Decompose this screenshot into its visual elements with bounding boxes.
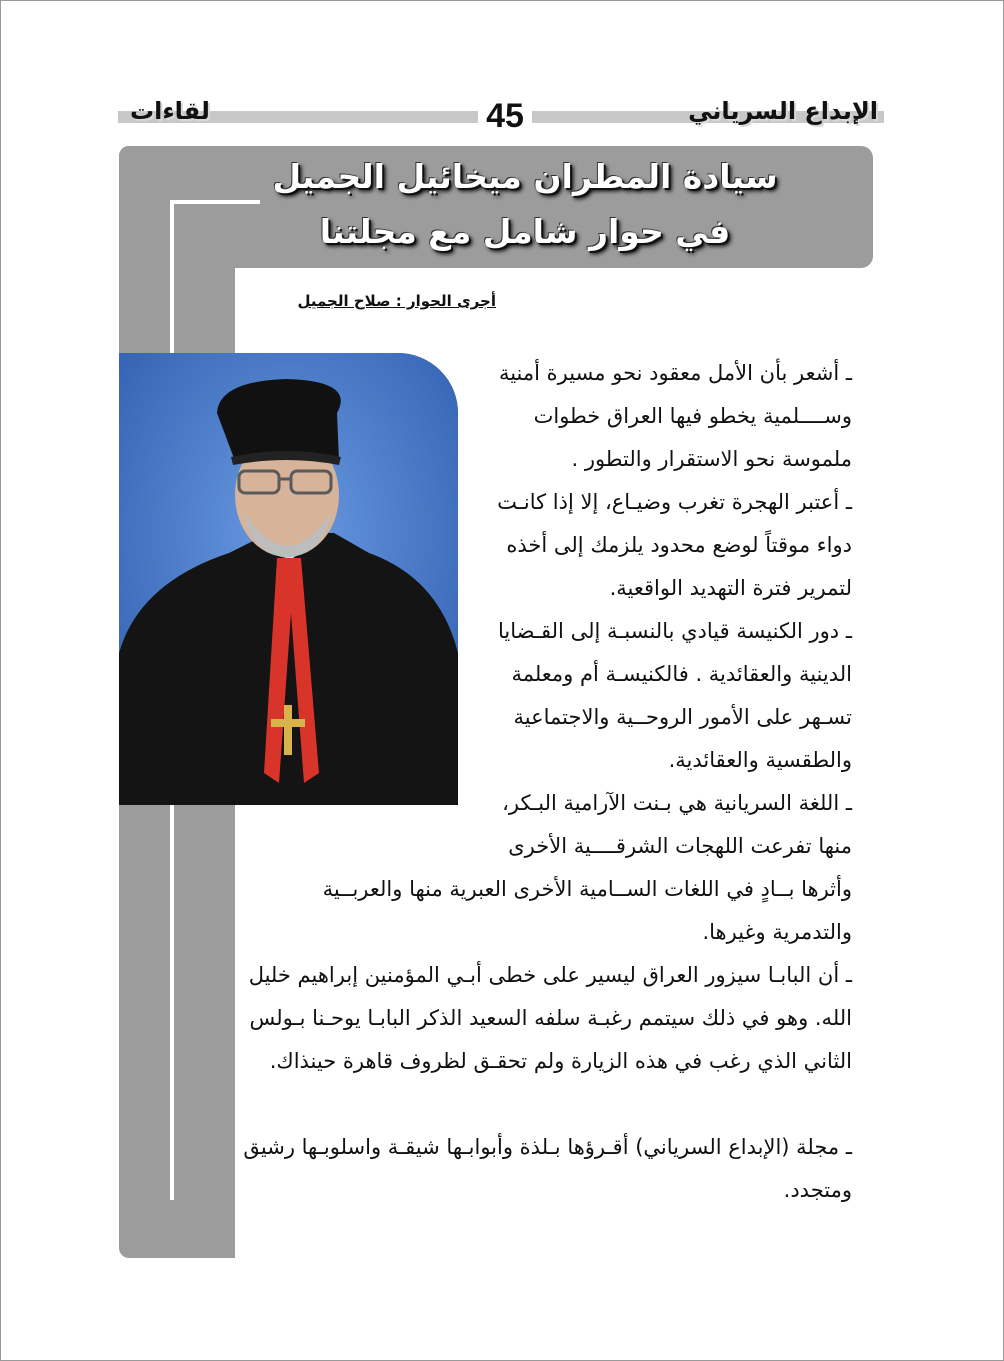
- answer-paragraph: ـ دور الكنيسة قيادي بالنسبـة إلى القـضايا الدينية والعقائدية . فالكنيسـة أم ومعلمة تسـهر على الأمور الروحــية والاجتماعية والطقسية والعقائدية.: [498, 619, 852, 772]
- article-title-line1: سيادة المطران ميخائيل الجميل: [272, 157, 778, 196]
- magazine-name: الإبداع السرياني: [688, 97, 878, 125]
- answer-paragraph: ـ أشعر بأن الأمل معقود نحو مسيرة أمنية وســــلمية يخطو فيها العراق خطوات ملموسة نحو الاستقرار والتطور .: [498, 361, 852, 471]
- byline: أجرى الحوار : صلاح الجميل: [297, 292, 496, 310]
- archbishop-portrait-photo: [119, 353, 458, 805]
- page-number: 45: [486, 97, 524, 135]
- section-label: لقاءات: [130, 97, 210, 125]
- answer-paragraph: ـ أعتبر الهجرة تغرب وضيـاع، إلا إذا كانـت دواء موقتاً لوضع محدود يلزمك إلى أخذه لتمرير فترة التهديد الواقعية.: [497, 490, 852, 600]
- article-title-line2: في حوار شامل مع مجلتنا: [319, 212, 731, 251]
- answer-paragraph: ـ مجلة (الإبداع السرياني) أقـرؤها بـلذة وأبوابـها شيقـة واسلوبـها رشيق ومتجدد.: [243, 1135, 852, 1202]
- answer-paragraph: ـ أن البابـا سيزور العراق ليسير على خطى أبـي المؤمنين إبراهيم خليل الله. وهو في ذلك سيتمم رغبـة سلفه السعيد الذكر البابـا يوحـنا بـولس الثاني الذي رغب في هذه الزيارة ولم تحقـق لظروف قاهرة حينذاك.: [248, 963, 852, 1073]
- archbishop-portrait-icon: [119, 353, 458, 805]
- frame-line-horizontal: [170, 200, 260, 204]
- answer-paragraph: وأثرها بــادٍ في اللغات الســامية الأخرى العبرية منها والعربــية والتدمرية وغيرها.: [322, 877, 852, 944]
- answer-paragraph: ـ اللغة السريانية هي بـنت الآرامية البـكر، منها تفرعت اللهجات الشرقــــية الأخرى: [502, 791, 852, 858]
